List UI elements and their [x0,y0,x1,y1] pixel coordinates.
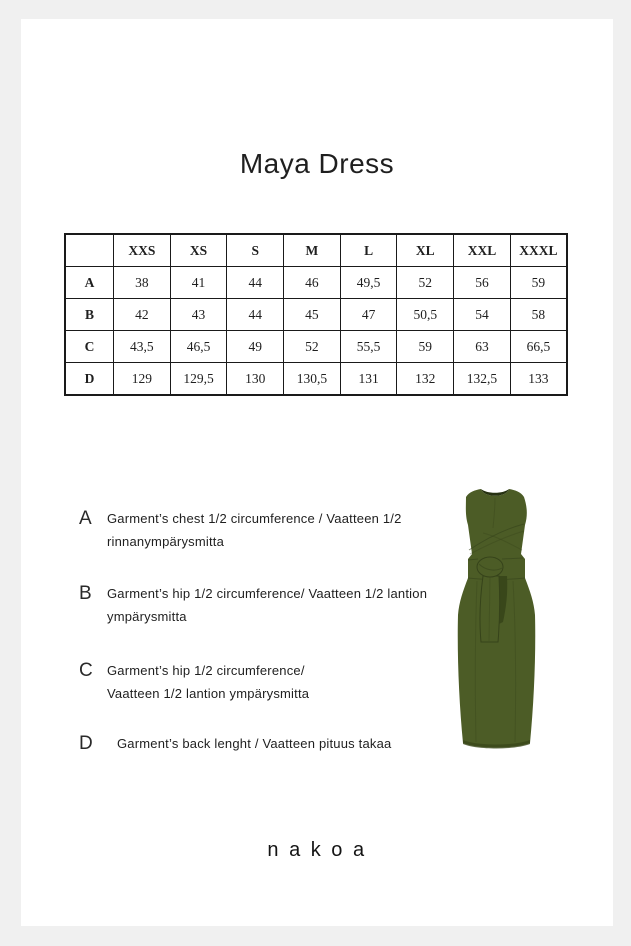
legend-text [107,732,391,755]
size-table-col-header: M [284,234,341,267]
size-table-row [65,331,567,363]
legend-key: A [79,508,92,529]
size-table-cell: 46 [284,267,341,299]
size-table-cell: 133 [510,363,567,396]
size-table-cell: 130 [227,363,284,396]
legend-text [107,507,402,553]
size-table-col-header: XXL [454,234,511,267]
size-table-cell: 38 [114,267,171,299]
size-table-cell: 44 [227,299,284,331]
brand-logo: n a k o a [267,839,367,861]
size-table-row [65,299,567,331]
size-table-cell: 132,5 [454,363,511,396]
legend-item [79,582,427,628]
size-table-cell: 43 [170,299,227,331]
size-table-row-label: A [65,267,114,299]
size-table-row-label: C [65,331,114,363]
legend-text-line: Vaatteen 1/2 lantion ympärysmitta [107,686,310,701]
size-table-cell: 50,5 [397,299,454,331]
legend-text [107,582,427,628]
size-table-col-header: XS [170,234,227,267]
legend-item [79,659,427,705]
size-table-cell: 49,5 [340,267,397,299]
product-photo [455,484,538,756]
legend-item [79,732,427,755]
size-table-col-header: XXS [114,234,171,267]
size-table-row-label: D [65,363,114,396]
legend-text-line: ympärysmitta [107,609,187,624]
size-table-body [65,267,567,396]
legend-text-line: Garment’s chest 1/2 circumference / Vaatteen 1/2 [107,511,402,526]
legend-key: C [79,660,93,681]
measurement-legend [79,507,427,784]
size-table-cell: 49 [227,331,284,363]
size-table-cell: 58 [510,299,567,331]
dress-belt-knot [477,557,503,577]
size-table-cell: 59 [397,331,454,363]
size-table-row-label: B [65,299,114,331]
size-guide-card [21,19,613,926]
legend-key: B [79,583,92,604]
size-table-cell: 129,5 [170,363,227,396]
size-table-cell: 42 [114,299,171,331]
size-table-cell: 45 [284,299,341,331]
size-table-cell: 44 [227,267,284,299]
size-table-col-header: S [227,234,284,267]
size-table-cell: 52 [284,331,341,363]
size-table-cell: 63 [454,331,511,363]
size-table-row [65,363,567,396]
size-table-cell: 55,5 [340,331,397,363]
legend-text-line: Garment’s hip 1/2 circumference/ [107,663,305,678]
size-table-header-row [65,234,567,267]
dress-illustration [455,484,538,756]
size-table-cell: 41 [170,267,227,299]
legend-text-line: Garment’s back lenght / Vaatteen pituus takaa [117,736,392,751]
legend-text-line: rinnanympärysmitta [107,534,225,549]
legend-text-line: Garment’s hip 1/2 circumference/ Vaatteen 1/2 lantion [107,586,428,601]
size-table-cell: 43,5 [114,331,171,363]
size-table-head [65,234,567,267]
product-title: Maya Dress [239,148,395,179]
size-table-col-header: XXXL [510,234,567,267]
legend-key: D [79,733,93,754]
size-table-row [65,267,567,299]
legend-text [107,659,309,705]
size-table-cell: 66,5 [510,331,567,363]
size-table-cell: 131 [340,363,397,396]
size-table-cell: 46,5 [170,331,227,363]
size-table-cell: 130,5 [284,363,341,396]
size-table-cell: 59 [510,267,567,299]
size-table-cell: 129 [114,363,171,396]
size-table-cell: 52 [397,267,454,299]
size-table-col-header: L [340,234,397,267]
legend-item [79,507,427,553]
size-table-cell: 56 [454,267,511,299]
size-table-corner-cell [65,234,114,267]
size-table-cell: 132 [397,363,454,396]
size-table-cell: 47 [340,299,397,331]
size-table [64,233,568,396]
size-table-col-header: XL [397,234,454,267]
size-table-cell: 54 [454,299,511,331]
